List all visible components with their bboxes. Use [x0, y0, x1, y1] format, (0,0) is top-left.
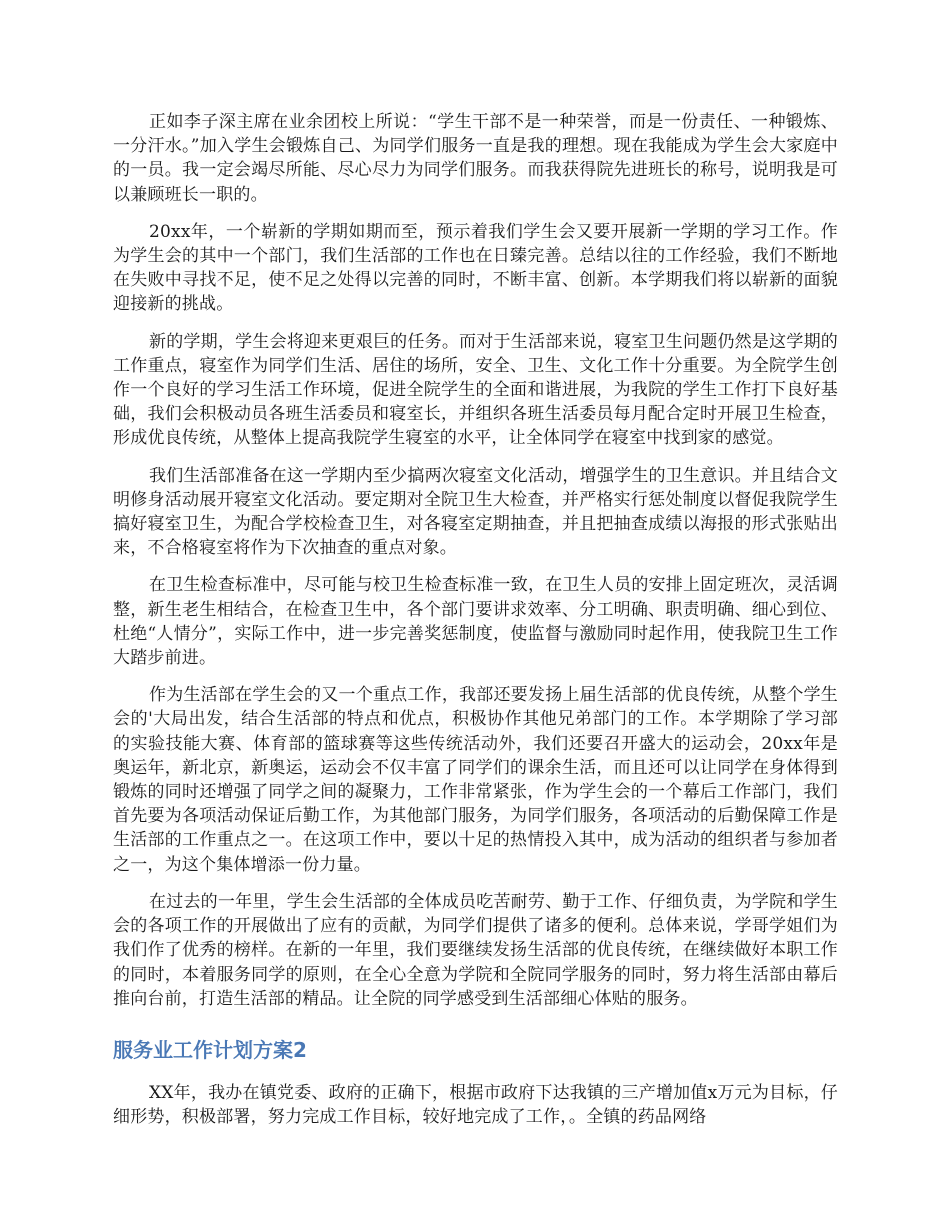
paragraph: 新的学期，学生会将迎来更艰巨的任务。而对于生活部来说，寝室卫生问题仍然是这学期的工作重点，寝室作为同学们生活、居住的场所，安全、卫生、文化工作十分重要。为全院学生创作一个良好的学习生活工作环境，促进全院学生的全面和谐进展，为我院的学生工作打下良好基础，我们会积极动员各班生活委员和寝室长，并组织各班生活委员每月配合定时开展卫生检查，形成优良传统，从整体上提高我院学生寝室的水平，让全体同学在寝室中找到家的感觉。 — [113, 331, 838, 449]
paragraph: 在卫生检查标准中，尽可能与校卫生检查标准一致，在卫生人员的安排上固定班次，灵活调整，新生老生相结合，在检查卫生中，各个部门要讲求效率、分工明确、职责明确、细心到位、杜绝“人情分”，实际工作中，进一步完善奖惩制度，使监督与激励同时起作用，使我院卫生工作大踏步前进。 — [113, 575, 838, 669]
document-page — [113, 110, 838, 1142]
paragraph: 作为生活部在学生会的又一个重点工作，我部还要发扬上届生活部的优良传统，从整个学生会的'大局出发，结合生活部的特点和优点，积极协作其他兄弟部门的工作。本学期除了学习部的实验技能大赛、体育部的篮球赛等这些传统活动外，我们还要召开盛大的运动会，20xx年是奥运年，新北京，新奥运，运动会不仅丰富了同学们的课余生活，而且还可以让同学在身体得到锻炼的同时还增强了同学之间的凝聚力，工作非常紧张，作为学生会的一个幕后工作部门，我们首先要为各项活动保证后勤工作，为其他部门服务，为同学们服务，各项活动的后勤保障工作是生活部的工作重点之一。在这项工作中，要以十足的热情投入其中，成为活动的组织者与参加者之一，为这个集体增添一份力量。 — [113, 685, 838, 875]
paragraph: XX年，我办在镇党委、政府的正确下，根据市政府下达我镇的三产增加值x万元为目标，仔细形势，积极部署，努力完成工作目标，较好地完成了工作，。全镇的药品网络 — [113, 1082, 838, 1128]
paragraph: 在过去的一年里，学生会生活部的全体成员吃苦耐劳、勤于工作、仔细负责，为学院和学生会的各项工作的开展做出了应有的贡献，为同学们提供了诸多的便利。总体来说，学哥学姐们为我们作了优秀的榜样。在新的一年里，我们要继续发扬生活部的优良传统，在继续做好本职工作的同时，本着服务同学的原则，在全心全意为学院和全院同学服务的同时，努力将生活部由幕后推向台前，打造生活部的精品。让全院的同学感受到生活部细心体贴的服务。 — [113, 891, 838, 1009]
section-heading: 服务业工作计划方案2 — [113, 1037, 307, 1062]
paragraph: 我们生活部准备在这一学期内至少搞两次寝室文化活动，增强学生的卫生意识。并且结合文明修身活动展开寝室文化活动。要定期对全院卫生大检查，并严格实行惩处制度以督促我院学生搞好寝室卫生，为配合学校检查卫生，对各寝室定期抽查，并且把抽查成绩以海报的形式张贴出来，不合格寝室将作为下次抽查的重点对象。 — [113, 465, 838, 559]
paragraph: 正如李子深主席在业余团校上所说：“学生干部不是一种荣誉，而是一份责任、一种锻炼、一分汗水。”加入学生会锻炼自己、为同学们服务一直是我的理想。现在我能成为学生会大家庭中的一员。我一定会竭尽所能、尽心尽力为同学们服务。而我获得院先进班长的称号，说明我是可以兼顾班长一职的。 — [113, 112, 838, 205]
paragraph: 20xx年，一个崭新的学期如期而至，预示着我们学生会又要开展新一学期的学习工作。作为学生会的其中一个部门，我们生活部的工作也在日臻完善。总结以往的工作经验，我们不断地在失败中寻找不足，使不足之处得以完善的同时，不断丰富、创新。本学期我们将以崭新的面貌迎接新的挑战。 — [113, 221, 838, 315]
